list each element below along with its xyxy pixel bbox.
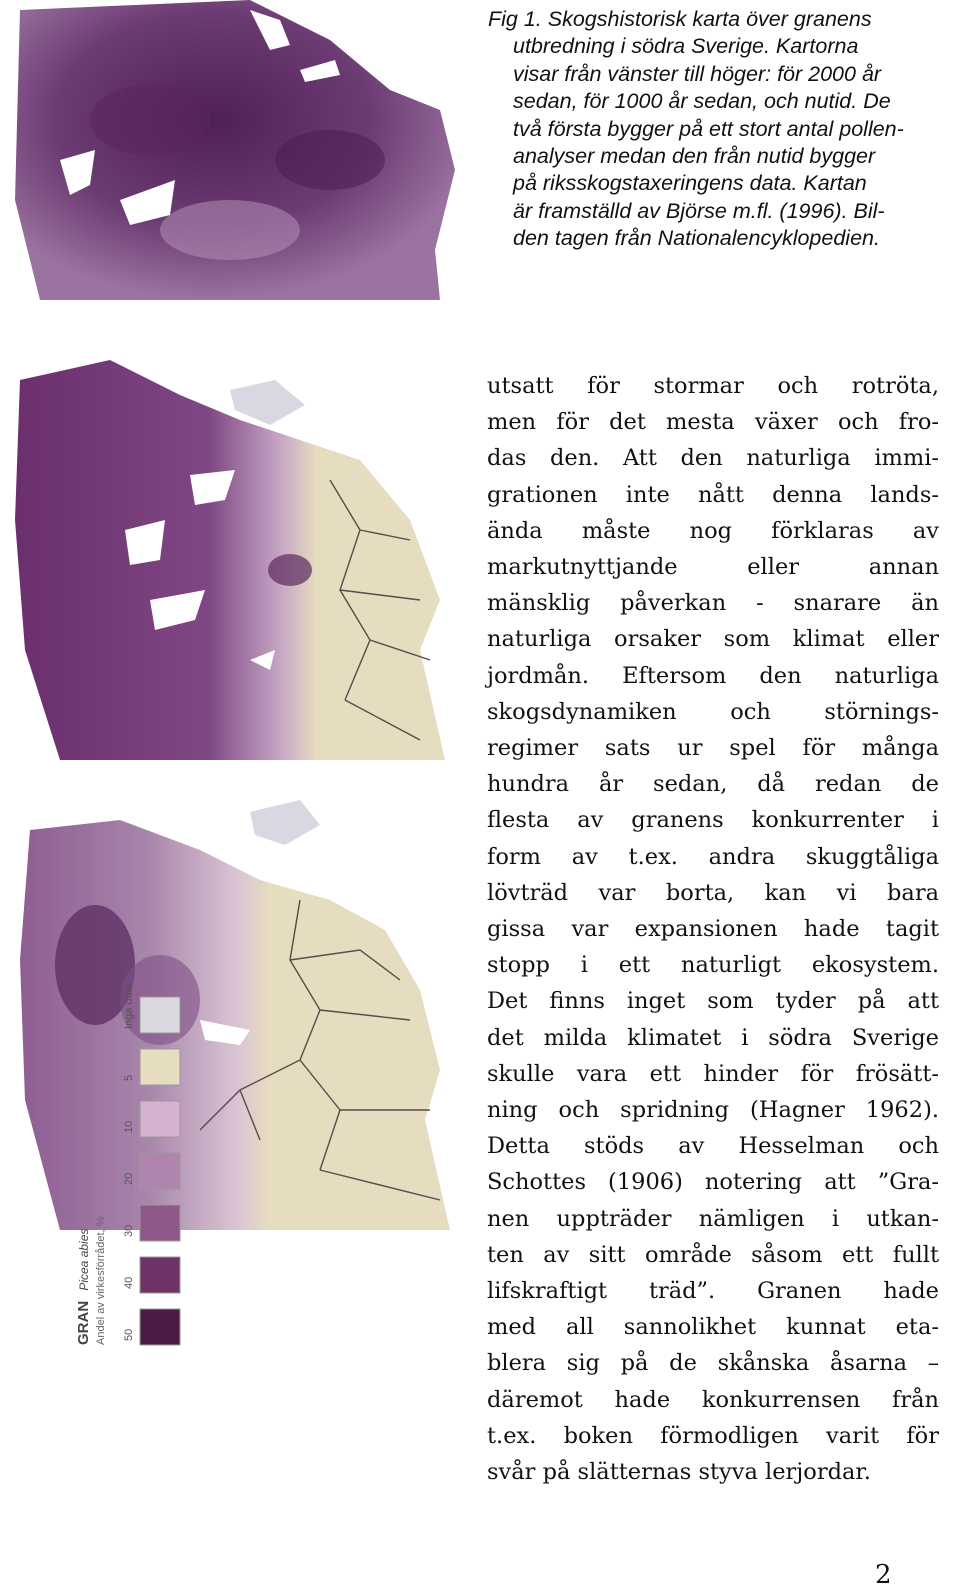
body-line: lövträd var borta, kan vi bara: [487, 879, 939, 906]
body-line: jordmån. Eftersom den naturliga: [487, 662, 939, 689]
body-line: skogsdynamiken och störnings-: [487, 698, 939, 725]
legend-swatch: [140, 1309, 180, 1345]
caption-line: visar från vänster till höger: för 2000 år: [513, 61, 882, 86]
body-line: t.ex. boken förmodligen varit för: [487, 1422, 939, 1449]
body-line: form av t.ex. andra skuggtåliga: [487, 843, 939, 870]
body-line: skulle vara ett hinder för frösätt-: [487, 1060, 939, 1087]
body-line: ten av sitt område såsom ett fullt: [487, 1241, 939, 1268]
svg-text:GRAN Picea abies: [75, 1229, 92, 1345]
caption-line: på riksskogstaxeringens data. Kartan: [513, 171, 867, 196]
map-present: [20, 800, 450, 1230]
map-1000-years-ago: [15, 360, 445, 760]
legend-species: Picea abies: [77, 1228, 91, 1291]
page-number: 2: [875, 1560, 892, 1590]
body-line: däremot hade konkurrensen från: [487, 1386, 939, 1413]
caption-line: den tagen från Nationalencyklopedien.: [513, 226, 880, 251]
body-line: hundra år sedan, då redan de: [487, 771, 939, 798]
legend-swatch: [140, 1205, 180, 1241]
figure-caption: [488, 6, 948, 253]
legend-swatch-label: Inga data: [123, 983, 135, 1029]
legend-swatch: [140, 1257, 180, 1293]
body-line: lifskraftigt träd”. Granen hade: [487, 1278, 939, 1305]
legend-swatch-label: 20: [123, 1172, 135, 1185]
body-line: markutnyttjande eller annan: [487, 554, 939, 581]
body-line: naturliga orsaker som klimat eller: [487, 626, 939, 653]
body-line: utsatt för stormar och rotröta,: [487, 373, 939, 399]
body-line: stopp i ett naturligt ekosystem.: [487, 952, 939, 979]
body-line: grationen inte nått denna lands-: [487, 481, 939, 508]
caption-line: sedan, för 1000 år sedan, och nutid. De: [513, 89, 891, 114]
body-line: nen uppträder nämligen i utkan-: [487, 1205, 939, 1232]
legend-swatch-label: 30: [123, 1224, 135, 1237]
body-line: Schottes (1906) notering att ”Gra-: [487, 1169, 939, 1196]
body-line: regimer sats ur spel för många: [487, 735, 939, 762]
caption-line: är framställd av Björse m.fl. (1996). Bil-: [513, 198, 885, 223]
caption-line: två första bygger på ett stort antal pollen-: [513, 116, 904, 141]
legend-swatch-label: 40: [123, 1276, 135, 1289]
legend-swatch: [140, 1153, 180, 1189]
body-line: med all sannolikhet kunnat eta-: [487, 1314, 939, 1341]
body-line: blera sig på de skånska åsarna –: [487, 1350, 939, 1377]
body-line: men för det mesta växer och fro-: [487, 409, 939, 436]
legend-swatch: [140, 997, 180, 1033]
body-line: Detta stöds av Hesselman och: [487, 1133, 939, 1160]
body-text: [487, 368, 939, 1490]
legend-swatch-label: 50: [123, 1328, 135, 1341]
spruce-distribution-figure: [0, 0, 465, 1360]
legend-swatch-label: 10: [123, 1120, 135, 1133]
body-line: gissa var expansionen hade tagit: [487, 916, 939, 943]
body-line: ning och spridning (Hagner 1962).: [487, 1097, 939, 1124]
caption-line: Fig 1. Skogshistorisk karta över granens: [488, 7, 872, 31]
body-line: flesta av granens konkurrenter i: [487, 807, 939, 834]
body-line: det milda klimatet i södra Sverige: [487, 1024, 939, 1051]
legend-title: GRAN: [75, 1300, 92, 1345]
legend-subtitle: Andel av virkesförrådet, %: [95, 1216, 107, 1345]
body-line: mänsklig påverkan - snarare än: [487, 590, 939, 617]
body-line: svår på slätternas styva lerjordar.: [487, 1459, 871, 1486]
body-line: Det finns inget som tyder på att: [487, 988, 939, 1015]
body-line: ända måste nog förklaras av: [487, 517, 939, 544]
map-2000-years-ago: [15, 0, 455, 300]
legend-swatch: [140, 1049, 180, 1085]
caption-line: analyser medan den från nutid bygger: [513, 144, 876, 169]
legend-swatch: [140, 1101, 180, 1137]
body-line: das den. Att den naturliga immi-: [487, 445, 939, 472]
legend-swatch-label: 5: [123, 1074, 135, 1081]
caption-line: utbredning i södra Sverige. Kartorna: [513, 34, 859, 59]
